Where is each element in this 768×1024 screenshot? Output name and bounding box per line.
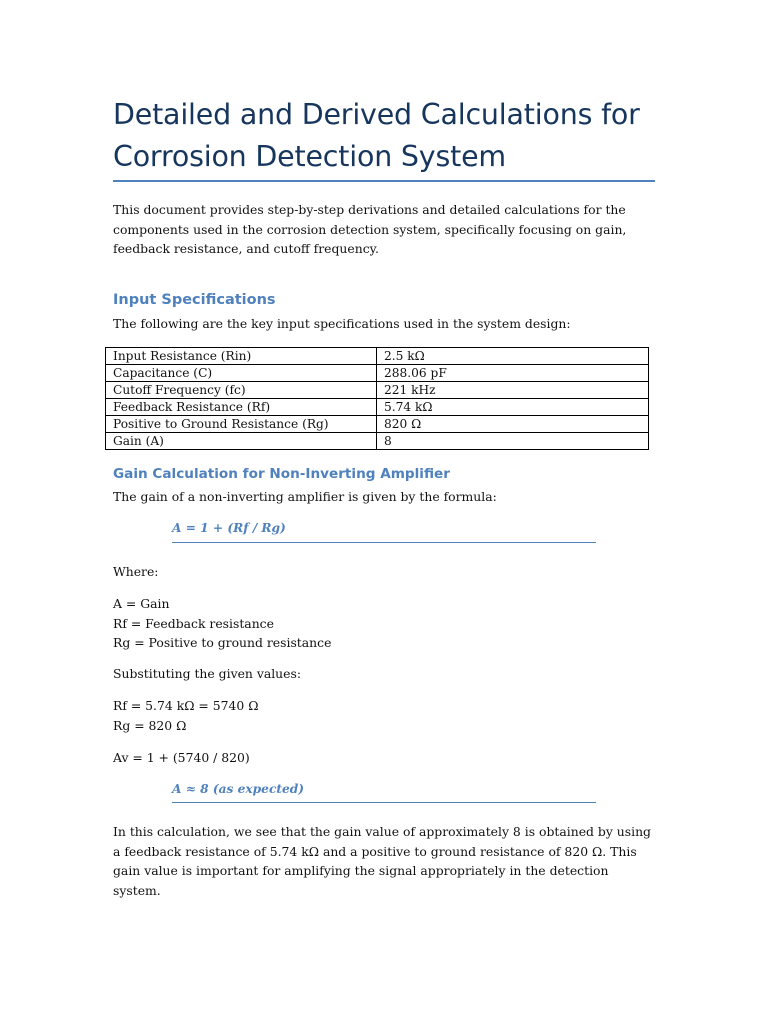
gain-formula-intro: The gain of a non-inverting amplifier is given by the formula: bbox=[113, 489, 497, 504]
value-item: Rf = 5.74 kΩ = 5740 Ω bbox=[113, 698, 259, 713]
definition-item: A = Gain bbox=[113, 596, 170, 611]
spec-label: Capacitance (C) bbox=[106, 365, 377, 382]
input-specifications-intro: The following are the key input specifications used in the system design: bbox=[113, 316, 571, 331]
input-specifications-heading: Input Specifications bbox=[113, 292, 276, 308]
where-label: Where: bbox=[113, 564, 159, 579]
spec-value: 820 Ω bbox=[377, 416, 649, 433]
av-expression: Av = 1 + (5740 / 820) bbox=[113, 750, 250, 765]
spec-label: Feedback Resistance (Rf) bbox=[106, 399, 377, 416]
table-row bbox=[106, 382, 649, 399]
title-divider bbox=[113, 180, 655, 182]
spec-value: 8 bbox=[377, 433, 649, 450]
substitution-label: Substituting the given values: bbox=[113, 666, 302, 681]
spec-label: Cutoff Frequency (fc) bbox=[106, 382, 377, 399]
result-underline bbox=[172, 802, 596, 803]
definition-item: Rf = Feedback resistance bbox=[113, 615, 274, 631]
document-title: Detailed and Derived Calculations for Corrosion Detection System bbox=[113, 98, 640, 173]
table-row bbox=[106, 365, 649, 382]
value-item: Rg = 820 Ω bbox=[113, 717, 187, 733]
conclusion-paragraph: In this calculation, we see that the gain value of approximately 8 is obtained by using a feedback resistance of 5.74 kΩ and a positive to ground resistance of 820 Ω. This gain value is important for amplifying the signal appropriately in the detection system. bbox=[113, 824, 651, 898]
input-specifications-table bbox=[105, 347, 649, 450]
table-row bbox=[106, 416, 649, 433]
spec-label: Input Resistance (Rin) bbox=[106, 348, 377, 365]
gain-formula: A = 1 + (Rf / Rg) bbox=[172, 521, 286, 535]
spec-value: 2.5 kΩ bbox=[377, 348, 649, 365]
spec-label: Positive to Ground Resistance (Rg) bbox=[106, 416, 377, 433]
definition-item: Rg = Positive to ground resistance bbox=[113, 635, 332, 650]
spec-value: 221 kHz bbox=[377, 382, 649, 399]
intro-paragraph: This document provides step-by-step derivations and detailed calculations for the components used in the corrosion detection system, specifically focusing on gain, feedback resistance, and cutoff frequency. bbox=[113, 202, 627, 256]
formula-underline bbox=[172, 542, 596, 543]
gain-calculation-heading: Gain Calculation for Non-Inverting Amplifier bbox=[113, 466, 450, 482]
spec-value: 5.74 kΩ bbox=[377, 399, 649, 416]
table-row bbox=[106, 399, 649, 416]
substituted-values bbox=[113, 696, 259, 735]
definitions-list bbox=[113, 594, 331, 653]
spec-value: 288.06 pF bbox=[377, 365, 649, 382]
table-row bbox=[106, 433, 649, 450]
table-row bbox=[106, 348, 649, 365]
gain-result: A ≈ 8 (as expected) bbox=[172, 782, 305, 796]
spec-label: Gain (A) bbox=[106, 433, 377, 450]
